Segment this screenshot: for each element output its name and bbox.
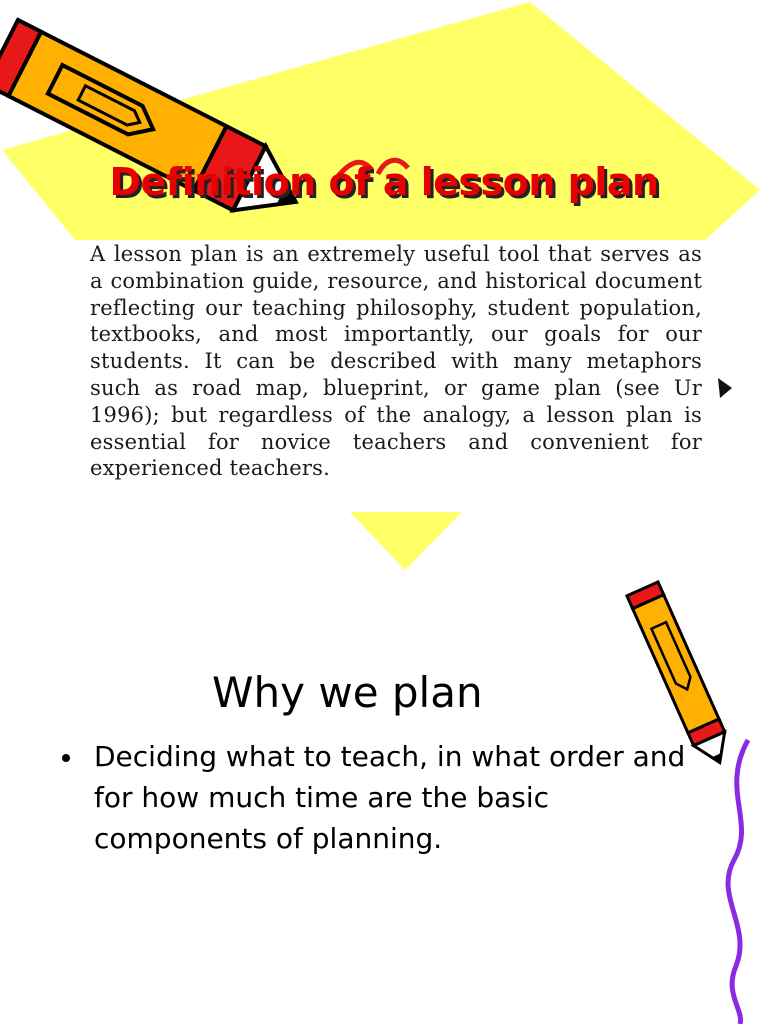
bullet-text: Deciding what to teach, in what order and for how much time are the basic components of planning.: [94, 740, 686, 855]
bullet-list: [60, 736, 720, 859]
bullet-item: [60, 736, 720, 859]
squiggle-line: [728, 740, 748, 1024]
bullet-dot: [60, 736, 76, 777]
slide2-title: Why we plan: [212, 668, 483, 717]
slide1-title: Definition of a lesson plan: [109, 160, 659, 204]
yellow-bottom-triangle: [350, 512, 462, 570]
dark-mark: [718, 378, 732, 398]
definition-passage: A lesson plan is an extremely useful tool that serves as a combination guide, resource, and historical document reflecting our teaching philosophy, student population, textbooks, and most importantly, our goals for our students. It can be described with many metaphors such as road map, blueprint, or game plan (see Ur 1996); but regardless of the analogy, a lesson plan is essential for novice teachers and convenient for experienced teachers.: [90, 242, 702, 481]
